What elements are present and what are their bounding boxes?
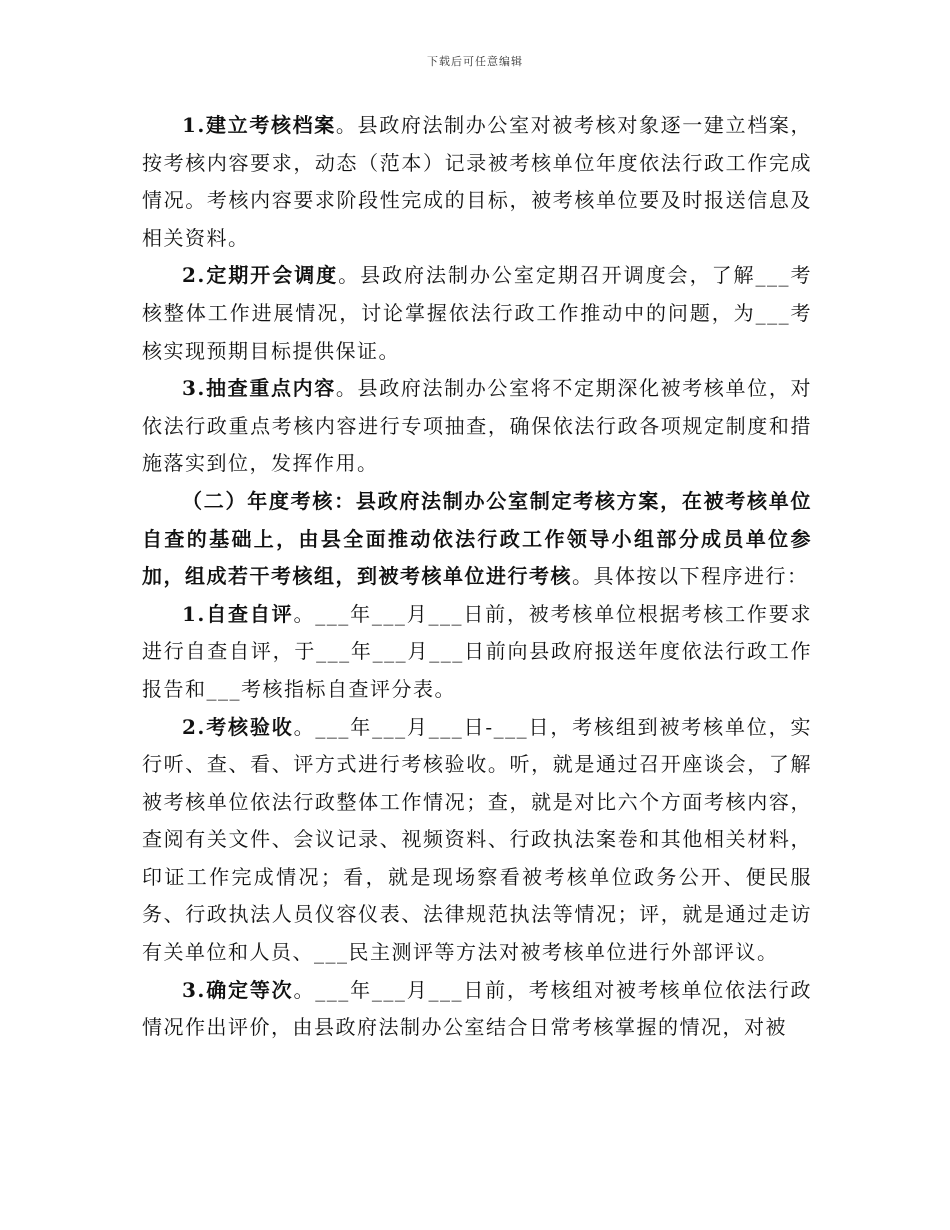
page-header-note: 下载后可任意编辑 [427,55,523,68]
paragraph-self-check [142,596,812,709]
paragraph-lead: 3.确定等次 [182,977,294,1002]
paragraph-text: 。县政府法制办公室定期召开调度会，了解___考核整体工作进展情况，讨论掌握依法行政工作推动中的问题，为___考核实现预期目标提供保证。 [142,263,812,363]
paragraph-lead: 2.定期开会调度 [182,263,339,288]
paragraph-spot-check [142,370,812,483]
paragraph-text: 。___年___月___日前，被考核单位根据考核工作要求进行自查自评，于___年___月___日前向县政府报送年度依法行政工作报告和___考核指标自查评分表。 [142,601,813,701]
paragraph-text: 。具体按以下程序进行： [572,564,809,589]
paragraph-lead: （二）年度考核：县政府法制办公室制定考核方案，在被考核单位自查的基础上，由县全面推动依法行政工作领导小组部分成员单位参加，组成若干考核组，到被考核单位进行考核 [142,488,812,589]
paragraph-text: 。县政府法制办公室对被考核对象逐一建立档案，按考核内容要求，动态（范本）记录被考核单位年度依法行政工作完成情况。考核内容要求阶段性完成的目标，被考核单位要及时报送信息及相关资料。 [142,113,812,250]
paragraph-lead: 1.建立考核档案 [182,113,336,137]
paragraph-lead: 2.考核验收 [182,714,294,739]
paragraph-archive [142,107,812,257]
paragraph-meeting [142,257,812,370]
paragraph-annual-review [142,483,812,596]
paragraph-acceptance [142,709,812,972]
paragraph-text: 。___年___月___日-___日，考核组到被考核单位，实行听、查、看、评方式进行考核验收。听，就是通过召开座谈会，了解被考核单位依法行政整体工作情况；查，就是对比六个方面考核内容，查阅有关文件、会议记录、视频资料、行政执法案卷和其他相关材料，印证工作完成情况；看，就是现场察看被考核单位政务公开、便民服务、行政执法人员仪容仪表、法律规范执法等情况；评，就是通过走访有关单位和人员、___民主测评等方法对被考核单位进行外部评议。 [142,714,812,965]
paragraph-lead: 3.抽查重点内容 [182,376,336,401]
paragraph-text: 。县政府法制办公室将不定期深化被考核单位，对依法行政重点考核内容进行专项抽查，确保依法行政各项规定制度和措施落实到位，发挥作用。 [142,376,812,476]
paragraph-grading [142,972,812,1047]
document-body [142,107,812,1047]
paragraph-lead: 1.自查自评 [182,601,294,626]
paragraph-text: 。___年___月___日前，考核组对被考核单位依法行政情况作出评价，由县政府法制办公室结合日常考核掌握的情况，对被 [142,977,813,1040]
